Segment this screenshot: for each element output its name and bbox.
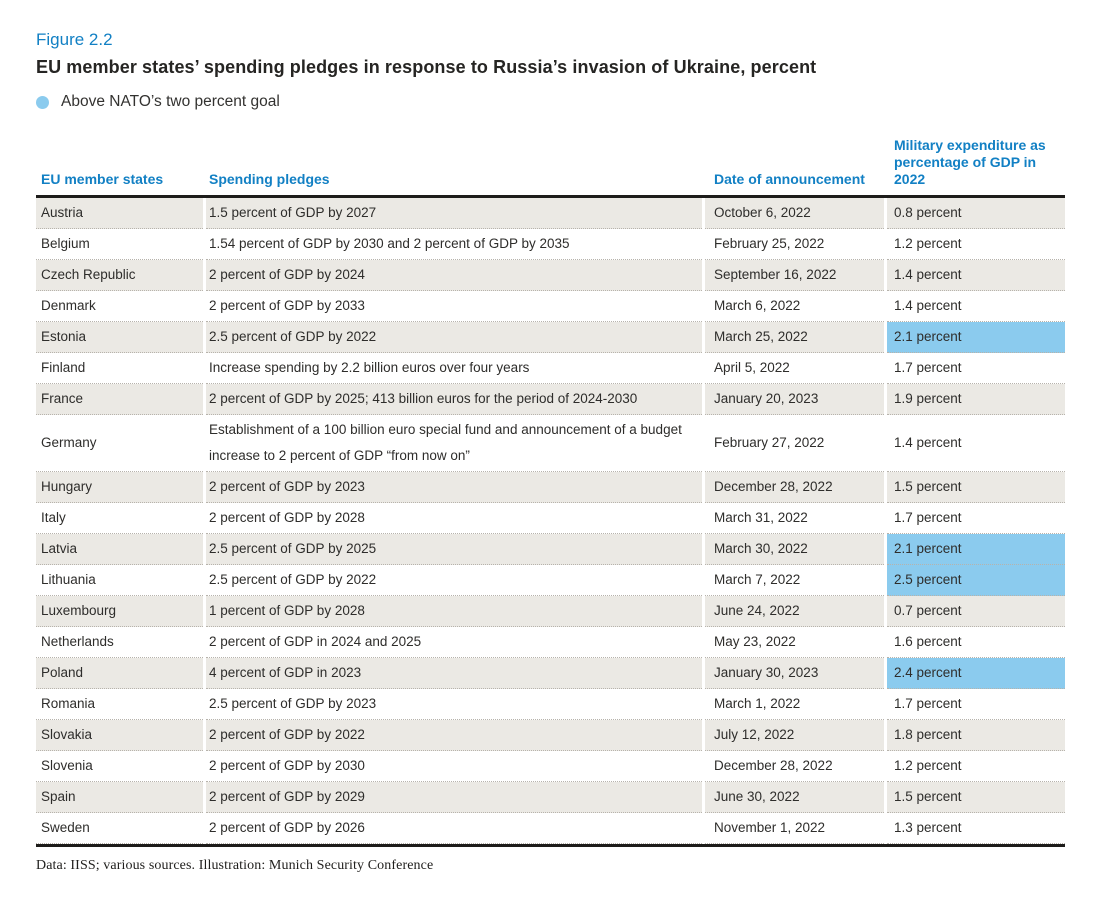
cell-expenditure: 1.2 percent bbox=[887, 751, 1065, 782]
cell-country: France bbox=[36, 384, 203, 415]
column-header-spending-pledges: Spending pledges bbox=[209, 171, 330, 187]
table-row bbox=[36, 813, 1065, 844]
cell-country: Romania bbox=[36, 689, 203, 720]
cell-expenditure: 2.1 percent bbox=[887, 534, 1065, 565]
cell-pledge: 2.5 percent of GDP by 2023 bbox=[206, 689, 702, 720]
cell-date: January 30, 2023 bbox=[705, 658, 884, 689]
cell-pledge: 2 percent of GDP by 2024 bbox=[206, 260, 702, 291]
cell-country: Denmark bbox=[36, 291, 203, 322]
cell-pledge: 1.5 percent of GDP by 2027 bbox=[206, 198, 702, 229]
cell-date: October 6, 2022 bbox=[705, 198, 884, 229]
cell-pledge: 2.5 percent of GDP by 2022 bbox=[206, 565, 702, 596]
table-row bbox=[36, 472, 1065, 503]
cell-expenditure: 0.7 percent bbox=[887, 596, 1065, 627]
cell-date: November 1, 2022 bbox=[705, 813, 884, 844]
cell-date: June 24, 2022 bbox=[705, 596, 884, 627]
table-row bbox=[36, 565, 1065, 596]
cell-date: March 30, 2022 bbox=[705, 534, 884, 565]
table-row bbox=[36, 782, 1065, 813]
cell-country: Germany bbox=[36, 415, 203, 472]
cell-country: Estonia bbox=[36, 322, 203, 353]
legend-label: Above NATO’s two percent goal bbox=[61, 93, 280, 110]
cell-pledge: 1 percent of GDP by 2028 bbox=[206, 596, 702, 627]
cell-country: Austria bbox=[36, 198, 203, 229]
table-row bbox=[36, 384, 1065, 415]
cell-expenditure: 1.3 percent bbox=[887, 813, 1065, 844]
table-row bbox=[36, 291, 1065, 322]
cell-expenditure: 1.4 percent bbox=[887, 260, 1065, 291]
cell-pledge: Increase spending by 2.2 billion euros over four years bbox=[206, 353, 702, 384]
table-row bbox=[36, 322, 1065, 353]
cell-date: February 25, 2022 bbox=[705, 229, 884, 260]
table-row bbox=[36, 751, 1065, 782]
cell-date: June 30, 2022 bbox=[705, 782, 884, 813]
cell-expenditure: 1.8 percent bbox=[887, 720, 1065, 751]
cell-country: Latvia bbox=[36, 534, 203, 565]
cell-pledge: 2 percent of GDP by 2030 bbox=[206, 751, 702, 782]
cell-pledge: 2.5 percent of GDP by 2022 bbox=[206, 322, 702, 353]
legend bbox=[36, 93, 1065, 111]
cell-country: Sweden bbox=[36, 813, 203, 844]
figure-title: EU member states’ spending pledges in response to Russia’s invasion of Ukraine, percent bbox=[36, 57, 817, 77]
cell-expenditure: 1.4 percent bbox=[887, 415, 1065, 472]
figure-label: Figure 2.2 bbox=[36, 30, 113, 49]
table-row bbox=[36, 353, 1065, 384]
cell-date: July 12, 2022 bbox=[705, 720, 884, 751]
legend-dot-icon bbox=[36, 96, 49, 109]
table-row bbox=[36, 198, 1065, 229]
cell-pledge: 2 percent of GDP by 2022 bbox=[206, 720, 702, 751]
table-row bbox=[36, 534, 1065, 565]
cell-date: March 31, 2022 bbox=[705, 503, 884, 534]
column-header-military-expenditure: Military expenditure as percentage of GDP in 2022 bbox=[894, 137, 1046, 187]
table-body bbox=[36, 198, 1065, 847]
cell-country: Luxembourg bbox=[36, 596, 203, 627]
cell-date: December 28, 2022 bbox=[705, 751, 884, 782]
cell-pledge: 2 percent of GDP by 2026 bbox=[206, 813, 702, 844]
cell-date: February 27, 2022 bbox=[705, 415, 884, 472]
cell-date: December 28, 2022 bbox=[705, 472, 884, 503]
cell-date: September 16, 2022 bbox=[705, 260, 884, 291]
cell-expenditure: 2.5 percent bbox=[887, 565, 1065, 596]
table-row bbox=[36, 720, 1065, 751]
cell-date: March 6, 2022 bbox=[705, 291, 884, 322]
cell-country: Poland bbox=[36, 658, 203, 689]
cell-pledge: 2 percent of GDP in 2024 and 2025 bbox=[206, 627, 702, 658]
cell-expenditure: 2.1 percent bbox=[887, 322, 1065, 353]
cell-expenditure: 1.7 percent bbox=[887, 503, 1065, 534]
cell-date: January 20, 2023 bbox=[705, 384, 884, 415]
cell-country: Czech Republic bbox=[36, 260, 203, 291]
cell-date: March 25, 2022 bbox=[705, 322, 884, 353]
table-row bbox=[36, 596, 1065, 627]
cell-expenditure: 1.9 percent bbox=[887, 384, 1065, 415]
cell-country: Slovakia bbox=[36, 720, 203, 751]
cell-pledge: 1.54 percent of GDP by 2030 and 2 percent of GDP by 2035 bbox=[206, 229, 702, 260]
cell-pledge: Establishment of a 100 billion euro special fund and announcement of a budget increase to 2 percent of GDP “from now on” bbox=[206, 415, 702, 472]
cell-pledge: 2 percent of GDP by 2028 bbox=[206, 503, 702, 534]
column-header-date-of-announcement: Date of announcement bbox=[714, 171, 865, 187]
table-row bbox=[36, 260, 1065, 291]
table-row bbox=[36, 627, 1065, 658]
cell-date: May 23, 2022 bbox=[705, 627, 884, 658]
cell-expenditure: 1.5 percent bbox=[887, 472, 1065, 503]
cell-country: Hungary bbox=[36, 472, 203, 503]
table-row bbox=[36, 658, 1065, 689]
cell-expenditure: 2.4 percent bbox=[887, 658, 1065, 689]
cell-pledge: 2.5 percent of GDP by 2025 bbox=[206, 534, 702, 565]
cell-expenditure: 1.7 percent bbox=[887, 353, 1065, 384]
cell-country: Netherlands bbox=[36, 627, 203, 658]
cell-expenditure: 1.5 percent bbox=[887, 782, 1065, 813]
cell-expenditure: 1.2 percent bbox=[887, 229, 1065, 260]
cell-pledge: 4 percent of GDP in 2023 bbox=[206, 658, 702, 689]
table-row bbox=[36, 689, 1065, 720]
cell-date: March 1, 2022 bbox=[705, 689, 884, 720]
source-note: Data: IISS; various sources. Illustration: Munich Security Conference bbox=[36, 858, 434, 873]
cell-country: Italy bbox=[36, 503, 203, 534]
cell-country: Spain bbox=[36, 782, 203, 813]
cell-expenditure: 1.7 percent bbox=[887, 689, 1065, 720]
cell-country: Belgium bbox=[36, 229, 203, 260]
cell-pledge: 2 percent of GDP by 2029 bbox=[206, 782, 702, 813]
column-header-eu-member-states: EU member states bbox=[41, 171, 164, 187]
cell-date: April 5, 2022 bbox=[705, 353, 884, 384]
cell-expenditure: 0.8 percent bbox=[887, 198, 1065, 229]
cell-pledge: 2 percent of GDP by 2025; 413 billion euros for the period of 2024-2030 bbox=[206, 384, 702, 415]
cell-pledge: 2 percent of GDP by 2033 bbox=[206, 291, 702, 322]
table-header-row bbox=[36, 137, 1065, 198]
cell-expenditure: 1.4 percent bbox=[887, 291, 1065, 322]
cell-country: Finland bbox=[36, 353, 203, 384]
cell-country: Lithuania bbox=[36, 565, 203, 596]
table-row bbox=[36, 229, 1065, 260]
cell-expenditure: 1.6 percent bbox=[887, 627, 1065, 658]
cell-date: March 7, 2022 bbox=[705, 565, 884, 596]
pledges-table bbox=[36, 137, 1065, 847]
table-row bbox=[36, 415, 1065, 472]
cell-country: Slovenia bbox=[36, 751, 203, 782]
cell-pledge: 2 percent of GDP by 2023 bbox=[206, 472, 702, 503]
table-row bbox=[36, 503, 1065, 534]
